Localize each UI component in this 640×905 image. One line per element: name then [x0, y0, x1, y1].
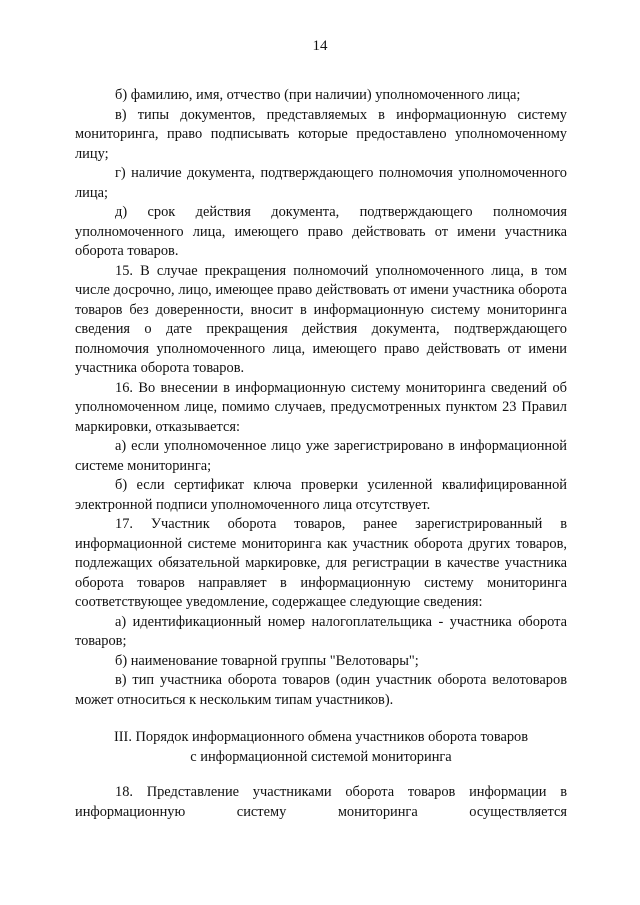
document-body	[75, 86, 567, 822]
section-heading-line-1: III. Порядок информационного обмена участников оборота товаров	[113, 729, 529, 745]
paragraph-v-document-types: в) типы документов, представляемых в информационную систему мониторинга, право подписывать которые предоставлено уполномоченному лицу;	[75, 106, 567, 162]
page-number: 14	[312, 38, 328, 54]
paragraph-16b-no-certificate: б) если сертификат ключа проверки усиленной квалифицированной электронной подписи уполномоченного лица отсутствует.	[75, 477, 567, 513]
section-heading	[75, 728, 567, 767]
paragraph-d-document-term: д) срок действия документа, подтверждающего полномочия уполномоченного лица, имеющего право действовать от имени участника оборота товаров.	[75, 204, 567, 259]
paragraph-18-information-exchange: 18. Представление участниками оборота товаров информации в информационную систему мониторинга осуществляется	[75, 784, 567, 820]
section-heading-line-2: с информационной системой мониторинга	[190, 748, 452, 765]
paragraph-16-refusal: 16. Во внесении в информационную систему мониторинга сведений об уполномоченном лице, помимо случаев, предусмотренных пунктом 23 Правил маркировки, отказывается:	[75, 379, 567, 435]
paragraph-17b-product-group: б) наименование товарной группы "Велотовары";	[115, 652, 419, 669]
paragraph-15-termination: 15. В случае прекращения полномочий уполномоченного лица, в том числе досрочно, лицо, имеющее право действовать от имени участника оборота товаров без доверенности, вносит в информационную систему мониторинга сведения о дате прекращения действия документа, подтверждающего полномочия уполномоченного лица, имеющего право действовать от имени участника оборота товаров.	[75, 262, 567, 376]
paragraph-17-registration: 17. Участник оборота товаров, ранее зарегистрированный в информационной системе мониторинга как участник оборота других товаров, подлежащих обязательной маркировке, для регистрации в качестве участника оборота товаров направляет в информационную систему мониторинга соответствующее уведомление, содержащее следующие сведения:	[75, 516, 567, 610]
paragraph-b-full-name: б) фамилию, имя, отчество (при наличии) уполномоченного лица;	[115, 87, 521, 103]
paragraph-g-authority-document: г) наличие документа, подтверждающего полномочия уполномоченного лица;	[75, 165, 567, 201]
paragraph-17a-tax-number: а) идентификационный номер налогоплательщика - участника оборота товаров;	[75, 613, 567, 649]
paragraph-16a-already-registered: а) если уполномоченное лицо уже зарегистрировано в информационной системе мониторинга;	[75, 438, 567, 474]
paragraph-17v-participant-type: в) тип участника оборота товаров (один участник оборота велотоваров может относиться к нескольким типам участников).	[75, 672, 567, 708]
